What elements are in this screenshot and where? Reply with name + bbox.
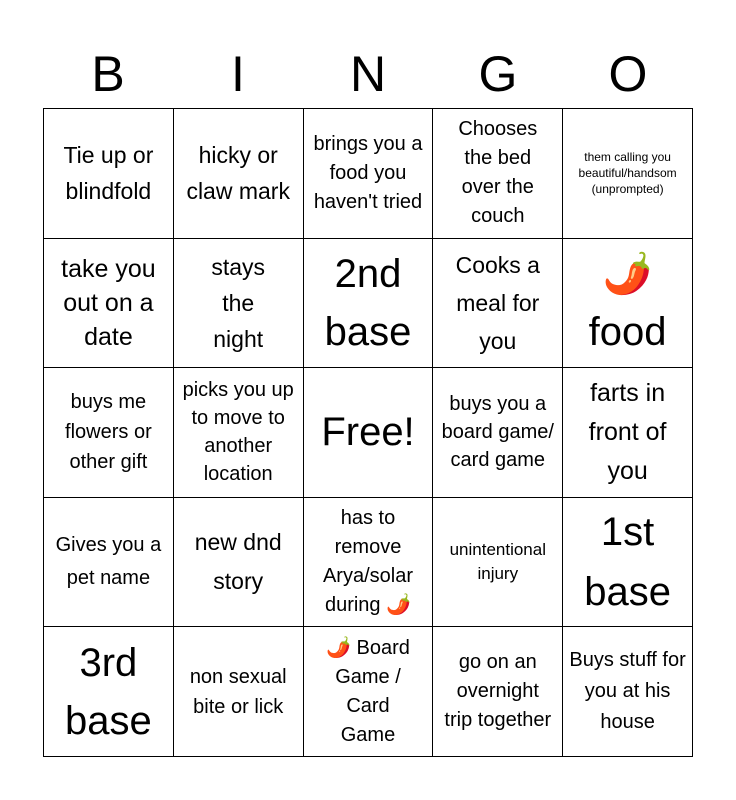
bingo-cell[interactable] (433, 627, 563, 757)
bingo-cell[interactable] (433, 239, 563, 369)
cell-text: picks you up to move to another location (182, 379, 294, 486)
bingo-cell[interactable] (174, 627, 304, 757)
cell-text: farts in front of you (588, 378, 667, 485)
header-letter-i: I (231, 46, 245, 102)
cell-text: hicky or claw mark (186, 142, 290, 205)
bingo-cell[interactable] (433, 498, 563, 628)
bingo-cell[interactable] (44, 627, 174, 757)
bingo-cell[interactable] (563, 498, 693, 628)
cell-text: Buys stuff for you at his house (569, 649, 686, 734)
bingo-cell[interactable] (44, 239, 174, 369)
bingo-header (43, 40, 693, 108)
bingo-cell[interactable] (44, 498, 174, 628)
cell-text: brings you a food you haven't tried (313, 132, 423, 213)
cell-text: them calling you beautiful/handsom (unprompted) (578, 150, 677, 197)
bingo-cell[interactable] (433, 368, 563, 498)
cell-text: Gives you a pet name (55, 534, 162, 590)
bingo-cell[interactable] (304, 627, 434, 757)
bingo-cell[interactable] (174, 109, 304, 239)
cell-text: stays the night (211, 253, 266, 352)
bingo-cell[interactable] (174, 498, 304, 628)
bingo-cell[interactable] (563, 627, 693, 757)
bingo-cell[interactable] (304, 239, 434, 369)
cell-text: Chooses the bed over the couch (458, 118, 538, 228)
cell-text: 🌶️ Board Game / Card Game (326, 636, 410, 746)
cell-text: 2nd base (324, 251, 412, 354)
bingo-cell[interactable] (44, 368, 174, 498)
header-letter-g: G (478, 46, 518, 102)
bingo-cell[interactable] (304, 368, 434, 498)
cell-text: Free! (321, 409, 415, 454)
cell-text: new dnd story (194, 529, 282, 595)
bingo-cell[interactable] (304, 109, 434, 239)
cell-text: take you out on a date (61, 254, 156, 351)
cell-text: 1st base (584, 510, 671, 615)
cell-text: unintentional injury (449, 540, 546, 584)
header-letter-o: O (608, 46, 648, 102)
cell-text: buys you a board game/ card game (441, 393, 554, 472)
header-letter-n: N (349, 46, 387, 102)
bingo-cell[interactable] (44, 109, 174, 239)
cell-text: 3rd base (65, 640, 152, 743)
bingo-cell[interactable] (174, 368, 304, 498)
cell-text: has to remove Arya/solar during 🌶️ (322, 507, 413, 617)
bingo-cell[interactable] (563, 239, 693, 369)
cell-text: Tie up or blindfold (63, 142, 154, 205)
cell-text: 🌶️ food (588, 251, 667, 354)
header-letter-b: B (91, 46, 125, 102)
cell-text: non sexual bite or lick (189, 665, 287, 718)
bingo-cell[interactable] (304, 498, 434, 628)
cell-text: Cooks a meal for you (455, 251, 540, 354)
bingo-cell[interactable] (174, 239, 304, 369)
bingo-cell[interactable] (433, 109, 563, 239)
cell-text: buys me flowers or other gift (65, 391, 152, 474)
bingo-cell[interactable] (563, 368, 693, 498)
bingo-board (43, 108, 693, 757)
cell-text: go on an overnight trip together (444, 651, 552, 732)
bingo-cell[interactable] (563, 109, 693, 239)
